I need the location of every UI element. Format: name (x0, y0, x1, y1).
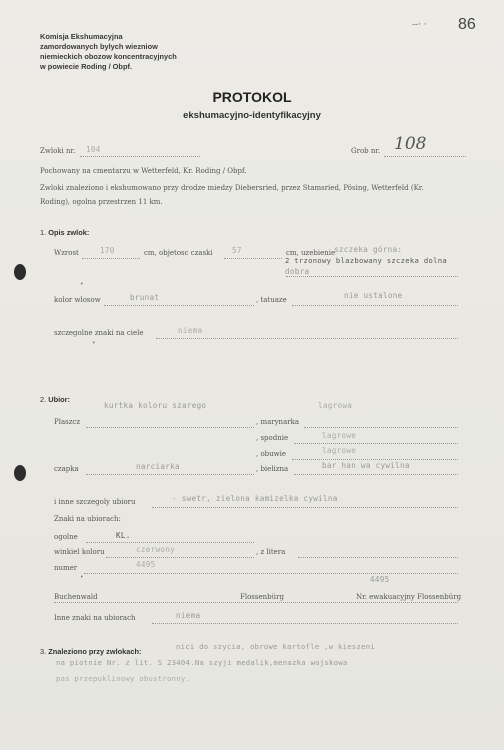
org-line-1: Komisja Ekshumacyjna (40, 32, 123, 41)
section1-title: Opis zwlok: (48, 228, 90, 237)
burial-line: Pochowany na cmentarzu w Wetterfeld, Kr. Roding / Obpf. (40, 167, 247, 175)
obuwie-label: , obuwie (256, 450, 287, 458)
section3-title: Znaleziono przy zwlokach: (48, 647, 142, 656)
marynarka-label: , marynarka (256, 418, 300, 426)
uzebienie-value-2: 2 trzonowy blazbowany szczeka dolna (285, 256, 447, 265)
inne-znaki-value: niema (176, 611, 201, 620)
found-items-line-1: nici do szycia, obrowe kartofle ,w kieszeni (176, 642, 375, 651)
page-title: PROTOKOL (212, 89, 292, 105)
found-items-line-2: na piotnie Nr. z lit. S 23404.Na szyji medalik,menazka wojskowa (56, 658, 348, 667)
ogolne-value: KL. (116, 531, 131, 540)
exhumation-line: Zwloki znaleziono i ekshumowano przy drodze miedzy Diebersried, przez Stamsried, Pösing, Wetterfeld (Kr. (40, 184, 424, 192)
section2-number: 2. (40, 395, 47, 404)
inne-ubior-label: i inne szczegoly ubioru (54, 498, 136, 506)
bielizna-value: bar han wa cywilna (322, 461, 410, 470)
spodnie-value: lagrowe (322, 431, 357, 440)
bielizna-label: , bielizna (256, 465, 289, 473)
plaszcz-value: kurtka koloru szarego (104, 401, 207, 410)
org-line-2: zamordowanych bylych wiezniow (40, 42, 158, 51)
section2-title: Ubior: (48, 395, 70, 404)
uzebienie-label: cm, uzebienie (286, 249, 336, 257)
section3-number: 3. (40, 647, 47, 656)
kolor-value: brunat (130, 293, 160, 302)
ewak-label: Nr. ewakuacyjny Flossenbürg (356, 593, 462, 601)
grob-label: Grob nr. (351, 147, 381, 155)
flossenburg-label: Flossenbürg (240, 593, 284, 601)
page-subtitle: ekshumacyjno-identyfikacyjny (183, 110, 321, 121)
znaki-cialo-value: niema (178, 326, 203, 335)
obuwie-value: lagrowe (322, 446, 357, 455)
section1-heading (40, 228, 89, 237)
section1-number: 1. (40, 228, 47, 237)
grob-value: 108 (394, 134, 427, 154)
section3-heading (40, 647, 141, 656)
section2-heading (40, 395, 70, 404)
distance-line: Roding), ogolna przestrzen 11 km. (40, 198, 163, 206)
org-line-4: w powiecie Roding / Obpf. (40, 62, 132, 71)
tatuaze-value: nie ustalone (344, 291, 403, 300)
found-items-line-3: pas przepuklinowy obustronny. (56, 674, 191, 683)
inne-znaki-label: Inne znaki na ubiorach (54, 614, 136, 622)
ogolne-label: ogolne (54, 533, 78, 541)
uzebienie-value-1: szczeka górna: (334, 245, 403, 254)
plaszcz-label: Plaszcz (54, 418, 81, 426)
winkiel-value: czerwony (136, 545, 175, 554)
numer-value: 4495 (136, 560, 156, 569)
numer-value-evac: 4495 (370, 575, 390, 584)
inne-ubior-value: - swetr, zielona kamizelka cywilna (172, 494, 338, 503)
corner-mark: --· · (412, 20, 427, 30)
zwloki-label: Zwloki nr. (40, 147, 76, 155)
litera-label: , z litera (256, 548, 286, 556)
org-line-3: niemieckich obozow koncentracyjnych (40, 52, 177, 61)
numer-label: numer (54, 564, 78, 572)
wzrost-value: 170 (100, 246, 115, 255)
uzebienie-value-3: dobra (285, 267, 310, 276)
objetosc-value: 57 (232, 246, 242, 255)
kolor-label: kolor wlosow (54, 296, 101, 304)
spodnie-label: , spodnie (256, 434, 289, 442)
page-number: 86 (458, 16, 476, 33)
objetosc-label: cm, objetosc czaski (144, 249, 213, 257)
winkiel-label: winkiel koloru (54, 548, 105, 556)
czapka-value: narciarka (136, 462, 180, 471)
czapka-label: czapka (54, 465, 79, 473)
zwloki-value: 104 (86, 145, 101, 154)
tatuaze-label: , tatuaze (256, 296, 287, 304)
punch-hole-bottom (14, 465, 26, 481)
znaki-cialo-label: szczegolne znaki na ciele (54, 329, 144, 337)
punch-hole-top (14, 264, 26, 280)
wzrost-label: Wzrost (54, 249, 79, 257)
marynarka-value: lagrowa (318, 401, 353, 410)
znaki-ubior-label: Znaki na ubiorach: (54, 515, 121, 523)
protocol-page: Komisja Ekshumacyjna zamordowanych bylych wiezniow niemieckich obozow koncentracyjnych w powiecie Roding / Obpf. --· · 86 PROTOKOL ekshumacyjno-identyfikacyjny Zwloki nr. 104 Grob nr. 108 Pochowany na cmentarzu w Wetterfeld, Kr. Roding / Obpf. Zwloki znaleziono i ekshumowano przy drodze miedzy Diebersried, przez Stamsried, Pösing, Wetterfeld (Kr. Roding), ogolna przestrzen 11 km. 1. Opis zwlok: Wzrost 170 cm, objetosc czaski 57 cm, uzebienie szczeka górna: 2 trzonowy blazbowany szczeka dolna dobra • kolor wlosow brunat , tatuaze nie ustalone szczegolne znaki na ciele niema • 2. Ubior: kurtka koloru szarego Plaszcz , marynarka lagrowa , spodnie lagrowe , obuwie lagrowe czapka narciarka , bielizna bar han wa cywilna i inne szczegoly ubioru - swetr, zielona kamizelka cywilna Znaki na ubiorach: ogolne KL. winkiel koloru czerwony , z litera numer 4495 • 4495 Buchenwald Flossenbürg Nr. ewakuacyjny Flossenbürg Inne znaki na ubiorach niema 3. Znaleziono przy zwlokach: nici do szycia, obrowe kartofle ,w kieszeni na piotnie Nr. z lit. S 23404.Na szyji medalik,menazka wojskowa pas przepuklinowy obustronny. (0, 0, 504, 750)
buchenwald-label: Buchenwald (54, 593, 98, 601)
